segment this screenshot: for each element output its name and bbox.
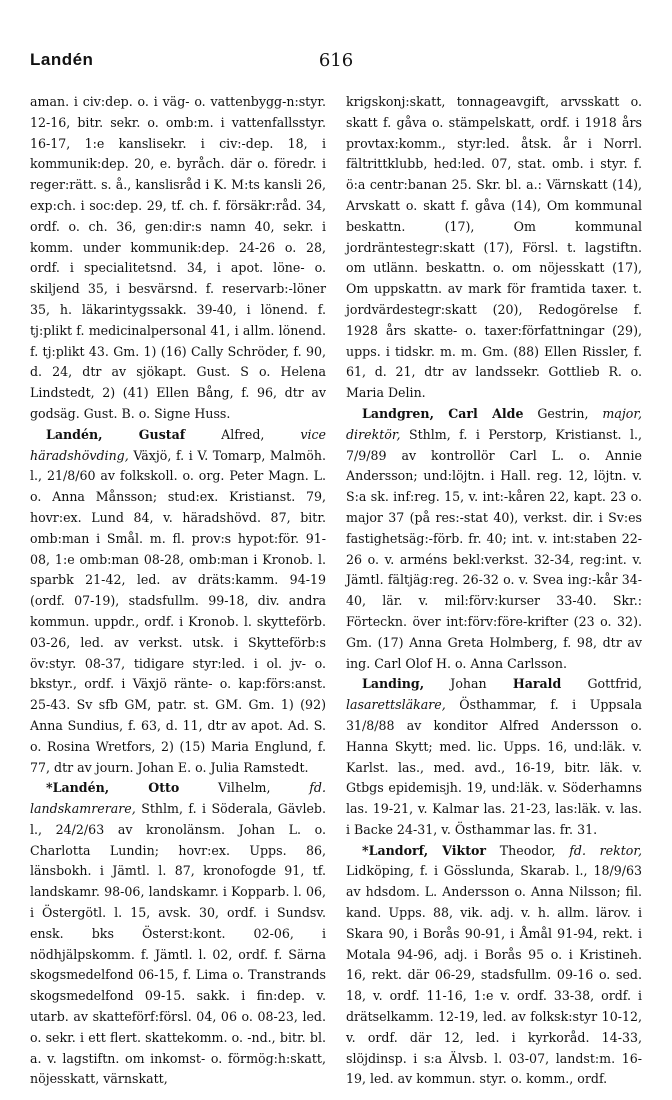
page-header xyxy=(30,50,642,76)
entry-name: Landén, Gustaf xyxy=(46,426,186,442)
entry-title: fd. landskamrerare, xyxy=(30,780,326,817)
entry-text: Östhammar, f. i Uppsala 31/8/88 av konditor Alfred Andersson o. Hanna Skytt; med. lic. Upps. 16, und:läk. v. Karlst. las., med. avd., 16-19, bitr. läk. v. Gtbgs epidemisjh. 19, und:läk. v. Söderhamns las. 19-21, v. Kalmar las. 21-23, las:läk. v. las. i Backe 24-31, v. Östhammar las. fr. 31. xyxy=(346,697,642,837)
entry-title: fd. rektor, xyxy=(569,842,642,858)
entry-given-names: Gestrin, xyxy=(537,405,589,421)
entry-text: Sthlm, f. i Söderala, Gävleb. l., 24/2/63 av kronolänsm. Johan L. o. Charlotta Lundin; hovr:ex. Upps. 86, länsbokh. i Jämtl. l. 87, kronofogde 91, tf. landskamr. 98-06, landskamr. i Kopparb. l. 06, i Östergötl. l. 15, avsk. 30, ordf. i Sundsv. ensk. bks Österst:kont. 02-06, i nödhjälpskomm. f. Jämtl. l. 02, ordf. f. Särna skogsmedelfond 06-15, f. Lima o. Transtrands skogsmedelfond 09-15. sakk. i fin:dep. v. utarb. av skatteförf:försl. 04, 06 o. 08-23, led. o. sekr. i ett flert. skattekomm. o. -nd., bitr. bl. a. v. lagstiftn. om inkomst- o. förmög:h:skatt, nöjesskatt, värnskatt, xyxy=(30,801,326,1087)
entry-landen-otto xyxy=(30,778,326,1090)
entry-continuation xyxy=(30,92,326,425)
running-head: Landén xyxy=(30,50,94,69)
entry-landen-gustaf xyxy=(30,425,326,779)
page-number: 616 xyxy=(318,50,354,71)
entry-name: *Landorf, Viktor xyxy=(362,842,487,858)
entry-text: Sthlm, f. i Perstorp, Kristianst. l., 7/9/89 av kontrollör Carl L. o. Annie Andersson; und:löjtn. i Hall. reg. 12, löjtn. v. S:a sk. inf:reg. 15, v. int:-kåren 22, kapt. 23 o. major 37 (på res:-stat 40), verkst. dir. i Sv:es fastighetsäg:-förb. fr. 40; int. v. int:staben 22-26 o. v. arméns bekl:verkst. 32-34, reg:int. v. Jämtl. fältjäg:reg. 26-32 o. v. Svea ing:-kår 34-40, lär. v. mil:förv:kurser 33-40. Skr.: Förteckn. över int:förv:före-krifter (23 o. 32). Gm. (17) Anna Greta Holmberg, f. 98, dtr av ing. Carl Olof H. o. Anna Carlsson. xyxy=(346,426,642,671)
entry-given-names: Theodor, xyxy=(499,842,556,858)
entry-landgren-carl xyxy=(346,404,642,674)
entry-text: Växjö, f. i V. Tomarp, Malmöh. l., 21/8/60 av folkskoll. o. org. Peter Magn. L. o. Anna Månsson; stud:ex. Kristianst. 79, hovr:ex. Lund 84, v. häradshövd. 87, bitr. omb:man i Smål. m. fl. prov:s hypot:för. 91-08, 1:e omb:man 08-28, omb:man i Kronob. l. sparbk 21-42, led. av dräts:kamm. 94-19 (ordf. 07-19), stadsfullm. 99-18, div. andra kommun. uppdr., ordf. i Kronob. l. skytteförb. 03-26, led. av verkst. utsk. i Skytteförb:s öv:styr. 08-37, tidigare styr:led. i ol. jv- o. bkstyr., ordf. i Växjö ränte- o. kap:förs:anst. 25-43. Sv sfb GM, patr. st. GM. Gm. 1) (92) Anna Sundius, f. 63, d. 11, dtr av apot. Ad. S. o. Rosina Wretfors, 2) (15) Maria Englund, f. 77, dtr av journ. Johan E. o. Julia Ramstedt. xyxy=(30,447,326,775)
entry-landorf-viktor xyxy=(346,841,642,1091)
entry-call-name: Harald xyxy=(512,676,562,692)
entry-landing-harald xyxy=(346,674,642,840)
right-column xyxy=(346,92,642,1090)
entry-text: Lidköping, f. i Gösslunda, Skarab. l., 18/9/63 av hdsdom. L. Andersson o. Anna Nilsson; fil. kand. Upps. 88, vik. adj. v. h. allm. lärov. i Skara 90, i Borås 90-91, i Åmål 91-94, rekt. i Motala 94-96, adj. i Borås 95 o. i Kristineh. 16, rekt. där 06-29, stadsfullm. 09-16 o. sed. 18, v. ordf. 11-16, 1:e v. ordf. 33-38, ordf. i drätselkamm. 12-19, led. av folksk:styr 10-12, v. ordf. där 12, led. i kyrkoråd. 14-33, slöjdinsp. i s:a Älvsb. l. 03-07, landst:m. 16-19, led. av kommun. styr. o. komm., ordf. xyxy=(346,863,642,1087)
entry-given-names: Vilhelm, xyxy=(218,780,271,796)
entry-continuation xyxy=(346,92,642,404)
entry-title: major, direktör, xyxy=(346,405,642,442)
entry-given-names-2: Gottfrid, xyxy=(587,676,642,692)
entry-text: aman. i civ:dep. o. i väg- o. vattenbygg-n:styr. 12-16, bitr. sekr. o. omb:m. i vattenfallsstyr. 16-17, 1:e kanslisekr. i civ:-dep. 18, i kommunik:dep. 20, e. byråch. där o. föredr. i reger:rätt. s. å., kanslisråd i K. M:ts kansli 26, exp:ch. i soc:dep. 29, tf. ch. f. försäkr:råd. 34, ordf. o. ch. 36, gen:dir:s namn 40, sekr. i komm. under kommunik:dep. 24-26 o. 28, ordf. i specialitetsnd. 34, i apot. löne- o. skiljend 35, i besvärsnd. f. reservarb:-löner 35, h. läkarintygssakk. 39-40, i lönend. f. tj:plikt f. medicinalpersonal 41, i allm. lönend. f. tj:plikt 43. Gm. 1) (16) Cally Schröder, f. 90, d. 24, dtr av sjökapt. Gust. S o. Helena Lindstedt, 2) (41) Ellen Bång, f. 96, dtr av godsäg. Gust. B. o. Signe Huss. xyxy=(30,94,326,421)
left-column xyxy=(30,92,326,1090)
text-columns xyxy=(30,92,642,1090)
entry-title: lasarettsläkare, xyxy=(346,697,446,713)
entry-given-names: Alfred, xyxy=(221,426,265,442)
entry-text: krigskonj:skatt, tonnageavgift, arvsskatt o. skatt f. gåva o. stämpelskatt, ordf. i 1918 års provtax:komm., styr:led. åtsk. år i Norrl. fältrittklubb, hed:led. 07, stat. omb. i styr. f. ö:a centr:banan 25. Skr. bl. a.: Värnskatt (14), Arvskatt o. skatt f. gåva (14), Om kommunal beskattn. (17), Om kommunal jordräntestegr:skatt (17), Försl. t. lagstiftn. om utlänn. beskattn. o. om nöjesskatt (17), Om uppskattn. av mark för framtida taxer. t. jordvärdestegr:skatt (20), Redogörelse f. 1928 års skatte- o. taxer:författningar (29), upps. i tidskr. m. m. Gm. (88) Ellen Rissler, f. 61, d. 21, dtr av landssekr. Gottlieb R. o. Maria Delin. xyxy=(346,94,642,401)
entry-name: Landgren, Carl Alde xyxy=(362,405,524,421)
entry-given-names: Johan xyxy=(450,676,487,692)
entry-title: vice häradshövding, xyxy=(30,426,326,463)
entry-name: *Landén, Otto xyxy=(46,780,180,796)
entry-name: Landing, xyxy=(362,676,425,692)
